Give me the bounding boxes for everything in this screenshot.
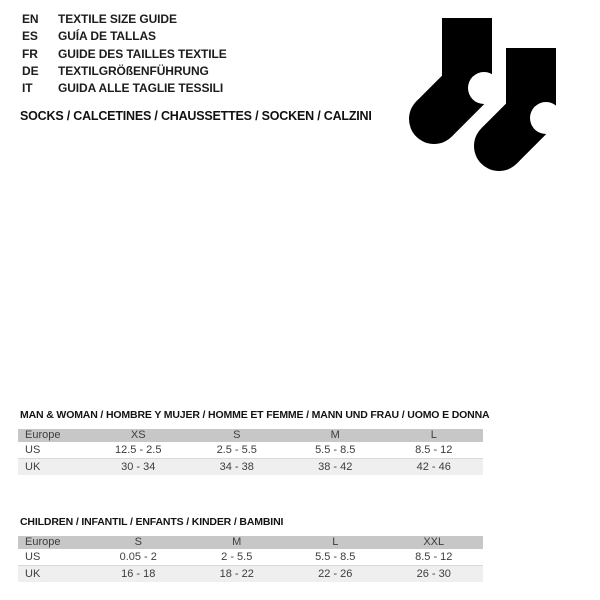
language-row: [22, 63, 227, 80]
language-code: FR: [22, 46, 38, 61]
col-header-size: XS: [89, 429, 188, 442]
table-header-row: [18, 429, 483, 442]
col-header-size: L: [385, 429, 484, 442]
col-header-region: Europe: [18, 536, 89, 549]
size-cell: 18 - 22: [188, 566, 287, 583]
size-cell: 34 - 38: [188, 459, 287, 476]
language-label: TEXTILE SIZE GUIDE: [58, 12, 177, 26]
size-cell: 2.5 - 5.5: [188, 442, 287, 459]
language-row: [22, 80, 227, 97]
size-cell: 38 - 42: [286, 459, 385, 476]
category-title: SOCKS / CALCETINES / CHAUSSETTES / SOCKEN / CALZINI: [20, 109, 372, 123]
language-code: IT: [22, 81, 33, 96]
size-table-man-woman: [18, 429, 483, 475]
region-label: US: [18, 442, 89, 459]
language-label: GUÍA DE TALLAS: [58, 29, 156, 44]
col-header-size: M: [286, 429, 385, 442]
language-list: [22, 11, 227, 97]
size-cell: 12.5 - 2.5: [89, 442, 188, 459]
col-header-size: M: [188, 536, 287, 549]
size-cell: 5.5 - 8.5: [286, 549, 385, 566]
language-row: [22, 11, 227, 28]
size-guide-children: [18, 516, 483, 582]
col-header-size: S: [89, 536, 188, 549]
table-row-uk: [18, 566, 483, 583]
size-cell: 2 - 5.5: [188, 549, 287, 566]
region-label: UK: [18, 459, 89, 476]
table-row-uk: [18, 459, 483, 476]
language-label: GUIDE DES TAILLES TEXTILE: [58, 46, 227, 61]
table-row-us: [18, 442, 483, 459]
language-code: DE: [22, 63, 39, 78]
size-cell: 26 - 30: [385, 566, 484, 583]
language-label: GUIDA ALLE TAGLIE TESSILI: [58, 81, 224, 96]
size-table-children: [18, 536, 483, 582]
size-cell: 30 - 34: [89, 459, 188, 476]
size-cell: 16 - 18: [89, 566, 188, 583]
size-cell: 8.5 - 12: [385, 549, 484, 566]
size-cell: 5.5 - 8.5: [286, 442, 385, 459]
col-header-size: XXL: [385, 536, 484, 549]
col-header-region: Europe: [18, 429, 89, 442]
col-header-size: L: [286, 536, 385, 549]
size-cell: 22 - 26: [286, 566, 385, 583]
size-cell: 8.5 - 12: [385, 442, 484, 459]
socks-icon: [403, 8, 565, 183]
col-header-size: S: [188, 429, 287, 442]
size-cell: 0.05 - 2: [89, 549, 188, 566]
table-row-us: [18, 549, 483, 566]
language-code: ES: [22, 29, 38, 44]
table-title: MAN & WOMAN / HOMBRE Y MUJER / HOMME ET FEMME / MANN UND FRAU / UOMO E DONNA: [20, 409, 490, 421]
language-label: TEXTILGRÖßENFÜHRUNG: [58, 63, 209, 78]
language-code: EN: [22, 12, 39, 26]
size-guide-man-woman: [18, 409, 490, 475]
size-cell: 42 - 46: [385, 459, 484, 476]
language-row: [22, 46, 227, 63]
region-label: UK: [18, 566, 89, 583]
language-row: [22, 28, 227, 45]
region-label: US: [18, 549, 89, 566]
table-header-row: [18, 536, 483, 549]
table-title: CHILDREN / INFANTIL / ENFANTS / KINDER / BAMBINI: [20, 516, 284, 528]
